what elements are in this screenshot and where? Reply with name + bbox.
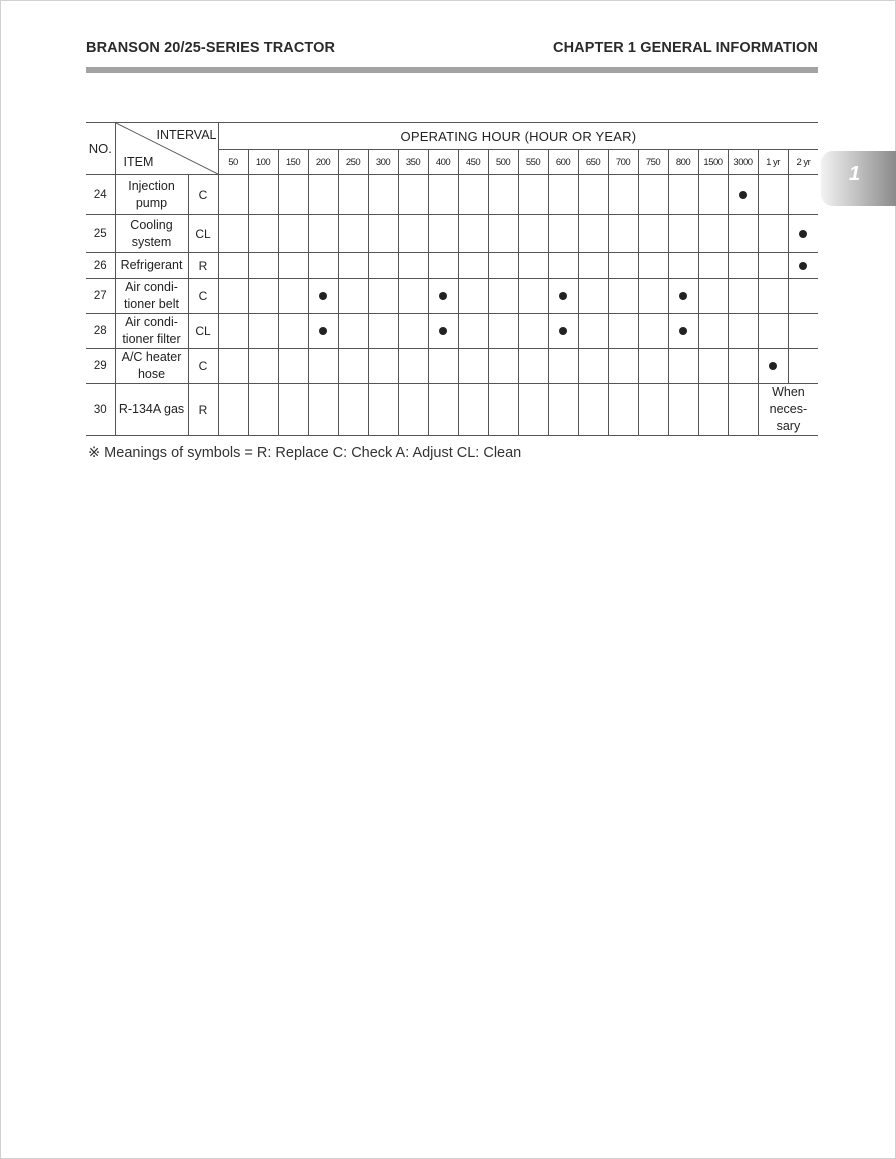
interval-cell — [368, 215, 398, 253]
interval-cell — [458, 215, 488, 253]
interval-cell — [608, 384, 638, 436]
hour-header: 600 — [548, 150, 578, 175]
interval-cell — [518, 253, 548, 279]
interval-cell — [368, 314, 398, 349]
interval-cell — [458, 314, 488, 349]
interval-cell — [788, 253, 818, 279]
interval-mark — [739, 191, 747, 199]
interval-mark — [679, 292, 687, 300]
hour-header: 350 — [398, 150, 428, 175]
interval-cell — [278, 215, 308, 253]
interval-cell — [248, 215, 278, 253]
interval-cell — [308, 384, 338, 436]
row-number: 25 — [86, 215, 115, 253]
interval-cell — [248, 349, 278, 384]
column-header-interval-item — [115, 123, 218, 175]
interval-cell — [488, 175, 518, 215]
chapter-tab[interactable] — [821, 151, 896, 206]
interval-cell — [248, 314, 278, 349]
row-item: Air condi-tioner filter — [115, 314, 188, 349]
interval-cell — [548, 253, 578, 279]
interval-cell — [578, 384, 608, 436]
interval-cell — [278, 253, 308, 279]
interval-cell — [758, 253, 788, 279]
interval-cell — [728, 253, 758, 279]
interval-cell — [428, 175, 458, 215]
header-divider — [86, 67, 818, 73]
interval-cell — [218, 215, 248, 253]
interval-cell — [428, 314, 458, 349]
interval-cell — [428, 349, 458, 384]
chapter-tab-number: 1 — [849, 163, 861, 185]
interval-label: INTERVAL — [156, 128, 217, 142]
interval-cell — [518, 279, 548, 314]
interval-cell — [758, 175, 788, 215]
schedule-rows — [86, 175, 818, 436]
row-item: Air condi-tioner belt — [115, 279, 188, 314]
interval-cell — [428, 215, 458, 253]
hour-header: 100 — [248, 150, 278, 175]
interval-mark — [439, 292, 447, 300]
hour-header: 1500 — [698, 150, 728, 175]
interval-cell — [788, 349, 818, 384]
interval-cell — [488, 349, 518, 384]
interval-cell — [698, 175, 728, 215]
table-row — [86, 215, 818, 253]
hour-header: 800 — [668, 150, 698, 175]
interval-cell — [578, 253, 608, 279]
interval-cell — [698, 349, 728, 384]
row-item: Injection pump — [115, 175, 188, 215]
interval-cell — [338, 175, 368, 215]
interval-cell — [398, 215, 428, 253]
hour-header: 450 — [458, 150, 488, 175]
interval-cell — [728, 314, 758, 349]
interval-cell — [578, 349, 608, 384]
interval-cell — [728, 175, 758, 215]
interval-cell — [758, 215, 788, 253]
interval-cell — [728, 384, 758, 436]
interval-mark — [799, 230, 807, 238]
hour-header: 650 — [578, 150, 608, 175]
hour-header: 550 — [518, 150, 548, 175]
interval-mark — [559, 327, 567, 335]
interval-cell — [308, 279, 338, 314]
interval-cell — [338, 314, 368, 349]
interval-cell — [548, 349, 578, 384]
interval-cell — [728, 279, 758, 314]
interval-cell — [668, 349, 698, 384]
interval-cell — [608, 253, 638, 279]
interval-cell — [278, 384, 308, 436]
interval-cell — [458, 279, 488, 314]
operating-hour-header: OPERATING HOUR (HOUR OR YEAR) — [218, 123, 818, 150]
row-symbol: R — [188, 384, 218, 436]
row-item: A/C heater hose — [115, 349, 188, 384]
interval-cell — [758, 349, 788, 384]
row-number: 27 — [86, 279, 115, 314]
maintenance-schedule-table — [86, 122, 818, 436]
interval-cell — [668, 175, 698, 215]
interval-cell — [548, 175, 578, 215]
interval-cell — [518, 215, 548, 253]
interval-cell — [368, 253, 398, 279]
interval-cell — [608, 314, 638, 349]
hour-header: 500 — [488, 150, 518, 175]
row-symbol: CL — [188, 314, 218, 349]
table-row — [86, 253, 818, 279]
interval-cell — [488, 314, 518, 349]
interval-cell — [398, 384, 428, 436]
interval-cell — [578, 215, 608, 253]
interval-cell — [308, 314, 338, 349]
interval-cell — [608, 175, 638, 215]
interval-cell — [308, 253, 338, 279]
hour-header: 300 — [368, 150, 398, 175]
header-left-title: BRANSON 20/25-SERIES TRACTOR — [86, 40, 336, 56]
interval-cell — [548, 384, 578, 436]
interval-cell — [338, 253, 368, 279]
interval-cell — [278, 175, 308, 215]
interval-cell — [518, 384, 548, 436]
interval-cell — [308, 349, 338, 384]
interval-mark — [439, 327, 447, 335]
interval-cell — [668, 215, 698, 253]
interval-cell — [668, 314, 698, 349]
interval-cell — [638, 215, 668, 253]
interval-cell — [698, 384, 728, 436]
interval-cell — [788, 279, 818, 314]
interval-cell — [248, 279, 278, 314]
interval-cell — [638, 384, 668, 436]
interval-cell — [368, 175, 398, 215]
interval-cell — [218, 314, 248, 349]
interval-cell — [698, 253, 728, 279]
hour-header: 3000 — [728, 150, 758, 175]
interval-cell — [668, 253, 698, 279]
interval-cell — [698, 314, 728, 349]
row-symbol: C — [188, 349, 218, 384]
interval-cell — [758, 314, 788, 349]
interval-cell — [458, 253, 488, 279]
row-item: R-134A gas — [115, 384, 188, 436]
row-item: Cooling system — [115, 215, 188, 253]
row-number: 24 — [86, 175, 115, 215]
interval-cell — [338, 279, 368, 314]
interval-cell — [278, 279, 308, 314]
hour-header: 750 — [638, 150, 668, 175]
interval-cell — [488, 253, 518, 279]
row-symbol: R — [188, 253, 218, 279]
interval-cell — [758, 279, 788, 314]
interval-cell — [608, 279, 638, 314]
hour-header: 2 yr — [788, 150, 818, 175]
row-symbol: CL — [188, 215, 218, 253]
interval-cell — [488, 384, 518, 436]
interval-cell — [518, 175, 548, 215]
interval-cell — [218, 279, 248, 314]
table-row — [86, 384, 818, 436]
interval-cell — [398, 279, 428, 314]
hour-header: 700 — [608, 150, 638, 175]
interval-cell — [248, 384, 278, 436]
interval-cell — [218, 175, 248, 215]
hour-header: 250 — [338, 150, 368, 175]
interval-cell — [548, 279, 578, 314]
interval-cell — [728, 215, 758, 253]
table-row — [86, 314, 818, 349]
interval-cell — [668, 384, 698, 436]
interval-cell — [428, 279, 458, 314]
interval-mark — [799, 262, 807, 270]
interval-cell — [428, 384, 458, 436]
interval-cell — [518, 349, 548, 384]
interval-cell — [218, 384, 248, 436]
interval-cell — [608, 215, 638, 253]
interval-cell — [368, 279, 398, 314]
interval-cell — [428, 253, 458, 279]
interval-cell — [368, 384, 398, 436]
row-symbol: C — [188, 175, 218, 215]
interval-cell — [248, 175, 278, 215]
interval-cell — [578, 279, 608, 314]
interval-cell — [578, 314, 608, 349]
hour-header: 200 — [308, 150, 338, 175]
interval-cell — [668, 279, 698, 314]
hour-header: 150 — [278, 150, 308, 175]
row-symbol: C — [188, 279, 218, 314]
interval-cell — [338, 215, 368, 253]
interval-cell — [218, 253, 248, 279]
table-row — [86, 175, 818, 215]
interval-cell — [548, 314, 578, 349]
interval-cell — [578, 175, 608, 215]
table-row — [86, 279, 818, 314]
item-label: ITEM — [123, 155, 154, 169]
interval-cell — [458, 349, 488, 384]
interval-cell — [698, 279, 728, 314]
interval-cell — [368, 349, 398, 384]
interval-cell — [308, 175, 338, 215]
interval-mark — [319, 327, 327, 335]
row-note: When neces-sary — [758, 384, 818, 436]
interval-cell — [458, 384, 488, 436]
interval-cell — [638, 314, 668, 349]
interval-cell — [338, 349, 368, 384]
column-header-no: NO. — [86, 123, 115, 175]
interval-cell — [338, 384, 368, 436]
interval-mark — [319, 292, 327, 300]
row-number: 30 — [86, 384, 115, 436]
interval-cell — [248, 253, 278, 279]
header-right-title: CHAPTER 1 GENERAL INFORMATION — [553, 40, 818, 56]
interval-cell — [728, 349, 758, 384]
interval-cell — [608, 349, 638, 384]
interval-cell — [788, 314, 818, 349]
interval-cell — [488, 279, 518, 314]
hour-header: 1 yr — [758, 150, 788, 175]
interval-cell — [518, 314, 548, 349]
interval-cell — [398, 314, 428, 349]
interval-cell — [278, 314, 308, 349]
interval-cell — [698, 215, 728, 253]
interval-cell — [398, 175, 428, 215]
row-number: 28 — [86, 314, 115, 349]
interval-cell — [548, 215, 578, 253]
hour-header: 400 — [428, 150, 458, 175]
row-number: 26 — [86, 253, 115, 279]
row-item: Refrigerant — [115, 253, 188, 279]
interval-cell — [788, 175, 818, 215]
interval-cell — [788, 215, 818, 253]
interval-cell — [308, 215, 338, 253]
interval-cell — [638, 349, 668, 384]
interval-cell — [638, 253, 668, 279]
interval-cell — [638, 279, 668, 314]
symbol-legend: ※ Meanings of symbols = R: Replace C: Check A: Adjust CL: Clean — [88, 445, 522, 461]
interval-cell — [398, 253, 428, 279]
interval-cell — [458, 175, 488, 215]
interval-mark — [769, 362, 777, 370]
interval-mark — [559, 292, 567, 300]
row-number: 29 — [86, 349, 115, 384]
interval-mark — [679, 327, 687, 335]
interval-cell — [638, 175, 668, 215]
table-row — [86, 349, 818, 384]
interval-cell — [278, 349, 308, 384]
interval-cell — [488, 215, 518, 253]
interval-cell — [218, 349, 248, 384]
hour-header: 50 — [218, 150, 248, 175]
interval-cell — [398, 349, 428, 384]
